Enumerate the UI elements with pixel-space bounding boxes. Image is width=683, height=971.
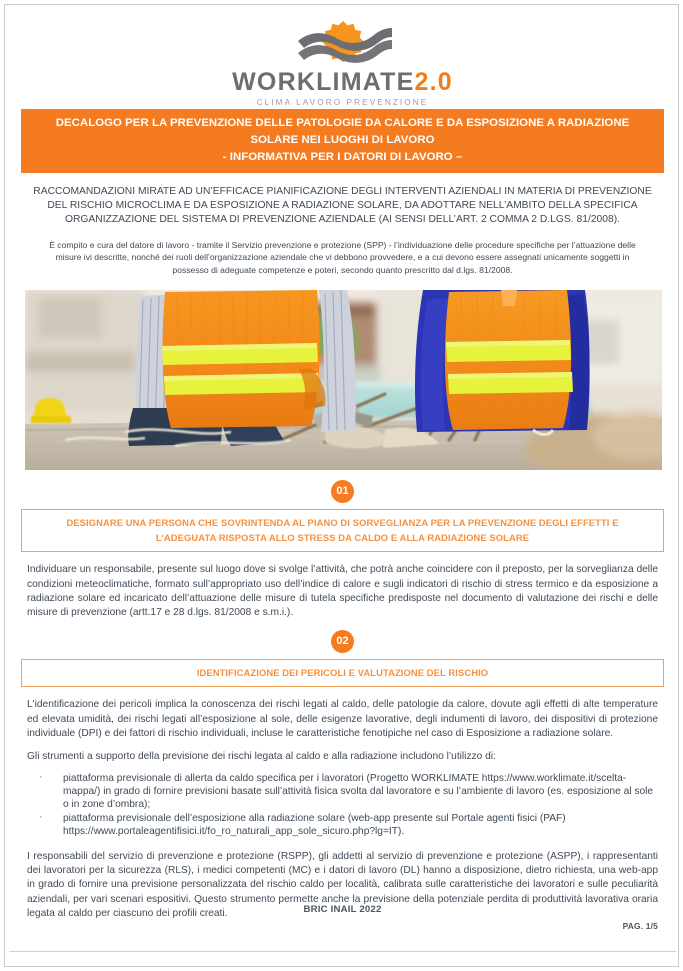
section-02-bullet-list (21, 772, 664, 839)
page-footer (21, 904, 664, 952)
banner-line-3: - INFORMATIVA PER I DATORI DI LAVORO – (222, 151, 463, 163)
document-title-banner (21, 109, 664, 173)
section-02-tools-intro: Gli strumenti a supporto della previsione dei rischi legata al caldo e alla radiazione includono l’utilizzo di: (27, 751, 496, 763)
section-01-badge-row (21, 480, 664, 503)
section-number-badge: 01 (331, 480, 354, 503)
section-01-body: Individuare un responsabile, presente sul luogo dove si svolge l’attività, che potrà anche coincidere con il preposto, per la sorveglianza delle condizioni meteoclimatiche, formato sull’appropriato uso dell’indice di calore e sugli indicatori di rischio di stress termico e da esposizione a radiazione solare ed incaricato dell’attuazione delle misure di tutela specifiche predisposte nel documento di valutazione dei rischi e delle misure di prevenzione (artt.17 e 28 d.lgs. 81/2008 e s.m.i.). (27, 564, 658, 619)
list-item: · piattaforma previsionale dell’esposizione alla radiazione solare (web-app presente sul Portale agenti fisici (PAF) https://www.portaleagentifisici.it/fo_ro_naturali_app_sole_sicuro.php?lg=IT). (27, 812, 658, 839)
list-item: · piattaforma previsionale di allerta da caldo specifica per i lavoratori (Progetto WORKLIMATE https://www.worklimate.it/scelta-mappa/) in grado di fornire previsioni basate sull’attività fisica svolta dal lavoratore e su l’ambiente di lavoro (es. esposizione al sole o in zone d’ombra); (27, 772, 658, 812)
footer-project-label: BRIC INAIL 2022 (303, 904, 382, 915)
section-02-roles-paragraph: I responsabili del servizio di prevenzione e protezione (RSPP), gli addetti al servizio di prevenzione e protezione (ASPP), i rappresentanti dei lavoratori per la sicurezza (RLS), i medici competenti (MC) e i datori di lavoro (DL) hanno a disposizione, dietro richiesta, una web-app in grado di fornire una previsione personalizzata del rischio caldo per località, calibrata sulle caratteristiche dei lavoratori e sulle peculiarità aziendali, per vari scenari espositivi. Questo strumento permette anche la previsione della potenziale perdita di produttività lavorativa oraria legata al caldo per ciascuno dei profili creati. (27, 850, 658, 919)
logo-tagline: CLIMA LAVORO PREVENZIONE (256, 98, 429, 107)
sun-waves-icon (268, 15, 418, 69)
section-02-heading: IDENTIFICAZIONE DEI PERICOLI E VALUTAZIONE DEL RISCHIO (21, 659, 664, 687)
construction-workers-photo (25, 290, 662, 470)
footer-divider (9, 951, 676, 952)
section-number-badge: 02 (331, 630, 354, 653)
section-02-badge-row (21, 630, 664, 653)
banner-line-2: SOLARE NEI LUOGHI DI LAVORO (250, 134, 435, 146)
logo-version: 2.0 (414, 68, 453, 96)
logo-wordmark (232, 70, 453, 95)
page-number: PAG. 1/5 (622, 921, 658, 931)
recommendation-text: RACCOMANDAZIONI MIRATE AD UN’EFFICACE PIANIFICAZIONE DEGLI INTERVENTI AZIENDALI IN MATERIA DI PREVENZIONE DEL RISCHIO MICROCLIMA E DA ESPOSIZIONE A RADIAZIONE SOLARE, DA ADOTTARE NELL’AMBITO DELLA SPECIFICA ORGANIZZAZIONE DEL SISTEMA DI PREVENZIONE AZIENDALE (AI SENSI DELL’ART. 2 COMMA 2 D.LGS. 81/2008). (33, 186, 652, 225)
section-02-body: L'identificazione dei pericoli implica la conoscenza dei rischi legati al caldo, delle patologie da calore, dovute agli effetti di alte temperature ed elevata umidità, dei rischi legati all’esposizione al sole, delle esigenze lavorative, degli indumenti di lavoro, dei dispositivi di protezione individuale (DPI) e dei fattori di rischio individuali, incluse le caratteristiche fenotipiche nel caso di Esposizione a radiazione solare. (27, 699, 658, 739)
banner-line-1: DECALOGO PER LA PREVENZIONE DELLE PATOLOGIE DA CALORE E DA ESPOSIZIONE A RADIAZIONE (55, 117, 630, 129)
page-content (21, 13, 664, 921)
worklimate-logo (21, 13, 664, 109)
section-01-heading: DESIGNARE UNA PERSONA CHE SOVRINTENDA AL PIANO DI SORVEGLIANZA PER LA PREVENZIONE DEGLI EFFETTI E L’ADEGUATA RISPOSTA ALLO STRESS DA CALDO E ALLA RADIAZIONE SOLARE (21, 509, 664, 552)
document-page (4, 4, 679, 967)
employer-note-text: È compito e cura del datore di lavoro - tramite il Servizio prevenzione e protezione (SPP) - l’individuazione delle procedure specifiche per l’attuazione delle misure ivi descritte, nonché dei ruoli dell’organizzazione aziendale che vi debbono provvedere, e a cui devono essere assegnati unicamente soggetti in possesso di adeguate competenze e poteri, secondo quanto prescritto dal d.lgs. 81/2008. (49, 240, 636, 275)
logo-name: WORKLIMATE (232, 68, 415, 96)
